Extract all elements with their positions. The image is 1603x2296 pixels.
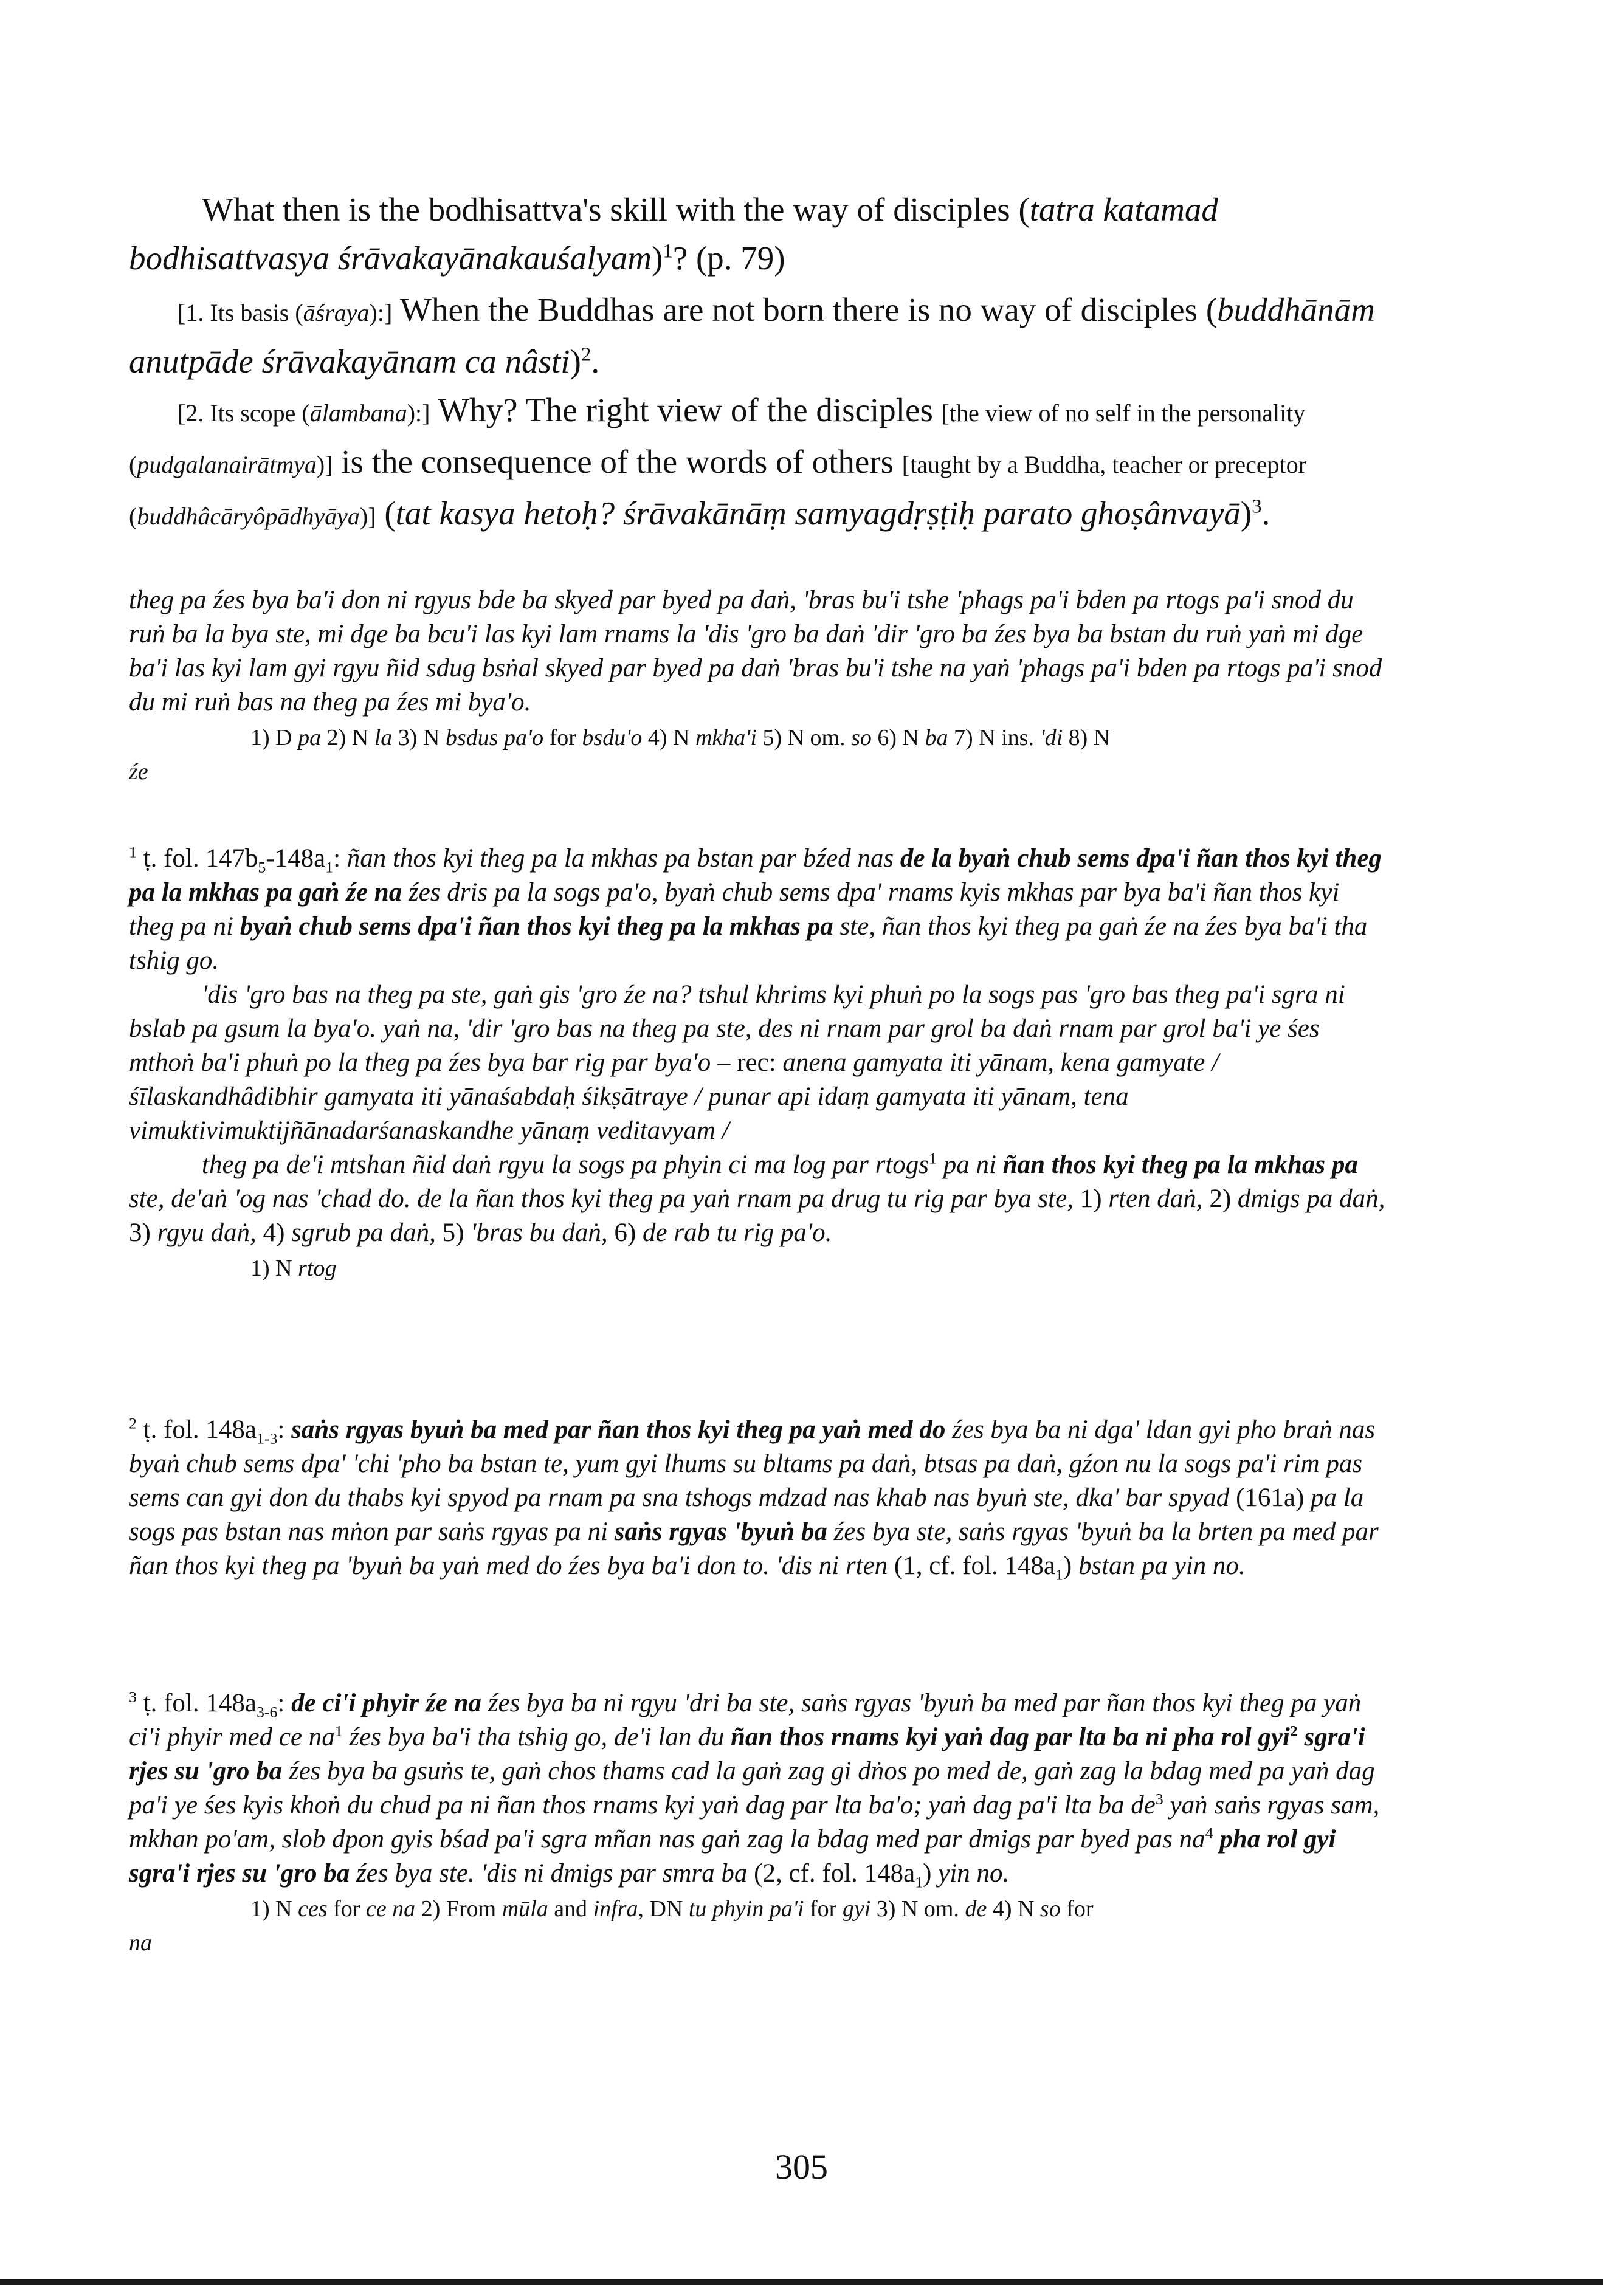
folio-line: 1 — [1055, 1566, 1063, 1584]
variant-ref: 4 — [1205, 1824, 1213, 1842]
commentary-text: pa la sogs pas bstan nas mṅon par saṅs rgyas pa ni — [129, 1483, 1364, 1546]
commentary-text: źes bya ba'i tha tshig go, de'i lan du — [342, 1723, 731, 1751]
footnote-marker: 3 — [129, 1688, 137, 1706]
section-basis — [129, 286, 1390, 386]
variant-term: na — [129, 1930, 152, 1956]
commentary-text: theg pa de'i mtshan ñid daṅ rgyu la sogs pa phyin ci ma log par rtogs — [202, 1150, 929, 1179]
variant-text: 4) N — [642, 725, 695, 751]
question-page-ref: ? (p. 79) — [672, 239, 785, 277]
folio-reference: -148a — [266, 844, 326, 873]
footnote-3 — [129, 1686, 1390, 1959]
variant-readings-fn3 — [129, 1893, 1390, 1925]
basis-label: [1. Its basis ( — [178, 299, 303, 326]
variant-continuation — [129, 756, 1390, 788]
enum-text: de rab tu rig pa'o. — [636, 1218, 832, 1247]
basis-close: ) — [570, 343, 581, 380]
variant-text: 1) D — [250, 725, 298, 751]
commentary-text: źes bya ba ni dga' ldan gyi pho braṅ nas byaṅ chub sems dpa' 'chi 'pho ba bstan te, yum gyi lhums su bltams pa daṅ, btsas pa daṅ, gźon nu la sogs pa'i rim pas sems can gyi don du thabs kyi spyod pa rnam pa sna tshogs mdzad nas khab nas byuṅ ste, dka' bar spyad — [129, 1415, 1376, 1512]
footnote-2-paragraph — [129, 1413, 1390, 1583]
folio-line: 1-3 — [256, 1429, 278, 1448]
scope-label: [2. Its scope ( — [178, 399, 310, 427]
variant-text: 7) N ins. — [948, 725, 1040, 751]
cross-reference-end: ) — [923, 1859, 932, 1888]
lemma: saṅs rgyas 'byuṅ ba — [614, 1517, 827, 1546]
footnote-marker: 2 — [129, 1414, 137, 1432]
folio-colon: : — [333, 844, 347, 873]
reconstruction-label: – rec: — [711, 1048, 783, 1077]
variant-term: tu phyin pa'i — [688, 1896, 804, 1922]
folio-reference: ṭ. fol. 148a — [136, 1689, 257, 1717]
cross-reference: (1, cf. fol. 148a — [894, 1552, 1055, 1580]
scope-open: ( — [376, 495, 396, 532]
variant-readings-1 — [129, 722, 1390, 754]
enum-number: 5) — [442, 1218, 464, 1247]
commentary-text: pa ni — [936, 1150, 1003, 1179]
basis-label-end: ):] — [369, 299, 393, 326]
footnote-marker: 1 — [129, 843, 137, 861]
commentary-text: yaṅ saṅs rgyas sam, mkhan po'am, slob dpon gyis bśad pa'i sgra mñan nas gaṅ zag la bdag med par dmigs par byed pas na — [129, 1791, 1380, 1854]
enum-text: dmigs pa daṅ, — [1231, 1184, 1385, 1213]
enum-number: 2) — [1209, 1184, 1232, 1213]
scope-paragraph — [129, 386, 1390, 541]
question-paragraph — [129, 185, 1390, 283]
lemma: de ci'i phyir źe na — [291, 1689, 481, 1717]
commentary-text: źes dris pa la sogs pa'o, byaṅ chub sems dpa' rnams kyis mkhas par bya ba'i ñan thos kyi theg pa ni — [129, 878, 1340, 941]
variant-term: rtog — [298, 1256, 337, 1281]
enum-text: sgrub pa daṅ, — [284, 1218, 443, 1247]
commentary-text: źes bya ste, saṅs rgyas 'byuṅ ba la brten pa med par ñan thos kyi theg pa 'byuṅ ba yaṅ med do źes bya ba'i don to. 'dis ni rten — [129, 1517, 1379, 1580]
scope-text-2: is the consequence of the words of others — [333, 443, 902, 480]
folio-colon: : — [277, 1415, 292, 1444]
variant-term: so — [1039, 1896, 1061, 1922]
enum-number: 3) — [129, 1218, 151, 1247]
variant-text: 3) N — [392, 725, 446, 751]
commentary-text: yin no. — [931, 1859, 1010, 1888]
commentary-text: źes bya ba ni rgyu 'dri ba ste, saṅs rgyas 'byuṅ ba med par ñan thos kyi theg pa yaṅ ci'i phyir med ce na — [129, 1689, 1362, 1751]
cross-reference: (2, cf. fol. 148a — [754, 1859, 915, 1888]
variant-text: 5) N om. — [756, 725, 852, 751]
variant-term: ce na — [365, 1896, 416, 1922]
enum-number: 1) — [1080, 1184, 1102, 1213]
variant-continuation — [129, 1927, 1390, 1959]
scope-gloss-1-term: pudgalanairātmya — [137, 451, 317, 478]
commentary-text: 'dis 'gro bas na theg pa ste, gaṅ gis 'gro źe na? tshul khrims kyi phuṅ po la sogs pas 'gro bas theg pa'i sgra ni bslab pa gsum la bya'o. yaṅ na, 'dir 'gro bas na theg pa ste, des ni rnam par grol ba daṅ rnam par grol ba'i ye śes mthoṅ ba'i phuṅ po la theg pa źes bya bar rig par bya'o — [129, 980, 1345, 1077]
enum-number: 6) — [614, 1218, 636, 1247]
variant-term: ba — [925, 725, 948, 751]
variant-text: 8) N — [1063, 725, 1111, 751]
footnote-ref-3: 3 — [1252, 495, 1262, 518]
commentary-text: bstan pa yin no. — [1072, 1552, 1246, 1580]
folio-line: 3-6 — [256, 1703, 278, 1721]
scope-gloss-1-end: )] — [316, 451, 333, 478]
variant-term: so — [851, 725, 872, 751]
variant-text: 1) N — [250, 1256, 298, 1281]
variant-text: for — [543, 725, 582, 751]
variant-text: 6) N — [871, 725, 925, 751]
commentary-paragraph: theg pa źes bya ba'i don ni rgyus bde ba skyed par byed pa daṅ, 'bras bu'i tshe 'phags pa'i bden pa rtogs pa'i snod du ruṅ ba la bya ste, mi dge ba bcu'i las kyi lam rnams la 'dis 'gro ba daṅ 'dir 'gro ba źes bya ba bstan du ruṅ yaṅ mi dge ba'i las kyi lam gyi rgyu ñid sdug bsṅal skyed par byed pa daṅ 'bras bu'i tshe na yaṅ 'phags pa'i bden pa rtogs pa'i snod du mi ruṅ bas na theg pa źes mi bya'o. — [129, 586, 1382, 717]
variant-text: 3) N om. — [870, 1896, 965, 1922]
lemma: ñan thos kyi theg pa la mkhas pa — [1002, 1150, 1358, 1179]
enum-number: 4) — [263, 1218, 285, 1247]
variant-term: ces — [298, 1896, 328, 1922]
commentary-text: źes bya ste. 'dis ni dmigs par smra ba — [350, 1859, 754, 1888]
enum-text: rten daṅ, — [1101, 1184, 1210, 1213]
enum-text: rgyu daṅ, — [150, 1218, 263, 1247]
variant-term: la — [374, 725, 393, 751]
basis-term: āśraya — [303, 299, 370, 326]
folio-marker: (161a) — [1236, 1483, 1305, 1512]
page-number: 305 — [775, 2147, 828, 2187]
enum-text: 'bras bu daṅ, — [464, 1218, 615, 1247]
scope-close: ) — [1240, 495, 1252, 532]
variant-text: and — [548, 1896, 593, 1922]
variant-term: gyi — [842, 1896, 871, 1922]
question-sanskrit: tatra katamad bodhisattvasya śrāvakayānakauśalyam — [129, 191, 1218, 277]
variant-text: 2) From — [415, 1896, 502, 1922]
lemma: saṅs rgyas byuṅ ba med par ñan thos kyi theg pa yaṅ med do — [291, 1415, 946, 1444]
variant-term: źe — [129, 759, 148, 785]
lemma: pha rol gyi sgra'i rjes su 'gro ba — [129, 1825, 1336, 1888]
folio-colon: : — [277, 1689, 292, 1717]
basis-paragraph — [129, 286, 1390, 386]
scope-text: Why? The right view of the disciples — [430, 391, 942, 428]
commentary-text: ste, de'aṅ 'og nas 'chad do. de la ñan thos kyi theg pa yaṅ rnam pa drug tu rig par bya ste, — [129, 1184, 1080, 1213]
folio-line: 1 — [325, 858, 334, 876]
folio-line: 5 — [258, 858, 266, 876]
variant-text: for — [1060, 1896, 1094, 1922]
lemma: de la byaṅ chub sems dpa'i ñan thos kyi theg pa la mkhas pa gaṅ źe na — [129, 844, 1382, 907]
footnote-ref-2: 2 — [581, 343, 591, 366]
scope-term: ālambana — [309, 399, 407, 427]
variant-ref: 3 — [1155, 1790, 1163, 1808]
folio-line: 1 — [915, 1873, 923, 1891]
question-text: What then is the bodhisattva's skill with the way of disciples ( — [202, 191, 1030, 228]
footnote-2 — [129, 1413, 1390, 1583]
footnote-1 — [129, 842, 1390, 1284]
question-close: ) — [652, 239, 663, 277]
variant-ref: 1 — [334, 1722, 343, 1740]
scope-dot: . — [1261, 495, 1270, 532]
footnote-1-paragraph-2 — [129, 978, 1390, 1148]
variant-text: for — [327, 1896, 366, 1922]
scope-sanskrit: tat kasya hetoḥ? śrāvakānāṃ samyagdṛṣṭiḥ parato ghoṣânvayā — [395, 495, 1241, 532]
basis-dot: . — [591, 343, 600, 380]
footnote-ref-1: 1 — [663, 240, 673, 263]
folio-reference: ṭ. fol. 148a — [136, 1415, 257, 1444]
lemma: byaṅ chub sems dpa'i ñan thos kyi theg pa la mkhas pa — [240, 912, 833, 941]
variant-text: 4) N — [987, 1896, 1040, 1922]
variant-text: , DN — [638, 1896, 689, 1922]
variant-text: 2) N — [321, 725, 374, 751]
scope-gloss-2: [taught by a Buddha, teacher or preceptor ( — [129, 451, 1307, 530]
variant-term: bsdu'o — [582, 725, 643, 751]
variant-ref: 2 — [1289, 1722, 1298, 1740]
basis-sanskrit: buddhānām anutpāde śrāvakayānam ca nâsti — [129, 291, 1375, 380]
footnote-3-paragraph — [129, 1686, 1390, 1891]
scope-label-end: ):] — [407, 399, 430, 427]
sanskrit-reconstruction: anena gamyata iti yānam, kena gamyate / śīlaskandhâdibhir gamyata iti yānaśabdaḥ śikṣātraye / punar api idaṃ gamyata iti yānam, tena vimuktivimuktijñānadarśanaskandhe yānaṃ veditavyam / — [129, 1048, 1219, 1145]
main-question — [129, 185, 1390, 283]
variant-readings-fn1 — [129, 1253, 1390, 1284]
scope-gloss-1: [the view of no self in the personality ( — [129, 399, 1306, 478]
cross-reference-end: ) — [1063, 1552, 1072, 1580]
variant-term: 'di — [1039, 725, 1063, 751]
variant-ref: 1 — [929, 1149, 937, 1167]
footnote-1-paragraph-3 — [129, 1148, 1390, 1250]
folio-reference: ṭ. fol. 147b — [136, 844, 258, 873]
commentary-text: ñan thos kyi theg pa la mkhas pa bstan par bźed nas — [346, 844, 900, 873]
variant-term: infra — [593, 1896, 638, 1922]
variant-term: mūla — [502, 1896, 548, 1922]
scan-edge — [0, 2279, 1603, 2285]
basis-text: When the Buddhas are not born there is no way of disciples ( — [392, 291, 1218, 328]
lemma: ñan thos rnams kyi yaṅ dag par lta ba ni pha rol gyi — [730, 1723, 1290, 1751]
footnote-1-paragraph-1 — [129, 842, 1390, 978]
scope-gloss-2-end: )] — [359, 503, 376, 530]
variant-term: de — [965, 1896, 987, 1922]
commentary-text: ste, ñan thos kyi theg pa gaṅ źe na źes bya ba'i tha tshig go. — [129, 912, 1368, 975]
commentary-1 — [129, 583, 1390, 788]
variant-term: pa — [298, 725, 322, 751]
lemma: sgra'i rjes su 'gro ba — [129, 1723, 1365, 1786]
variant-term: mkha'i — [695, 725, 757, 751]
section-scope — [129, 386, 1390, 541]
scope-gloss-2-term: buddhâcāryôpādhyāya — [137, 503, 360, 530]
commentary-text: źes bya ba gsuṅs te, gaṅ chos thams cad la gaṅ zag gi dṅos po med de, gaṅ zag la bdag med pa yaṅ dag pa'i ye śes kyis khoṅ du chud pa ni ñan thos rnams kyi yaṅ dag par lta ba'o; yaṅ dag pa'i lta ba de — [129, 1757, 1375, 1820]
variant-text: 1) N — [250, 1896, 298, 1922]
variant-term: bsdus pa'o — [445, 725, 544, 751]
variant-text: for — [804, 1896, 843, 1922]
